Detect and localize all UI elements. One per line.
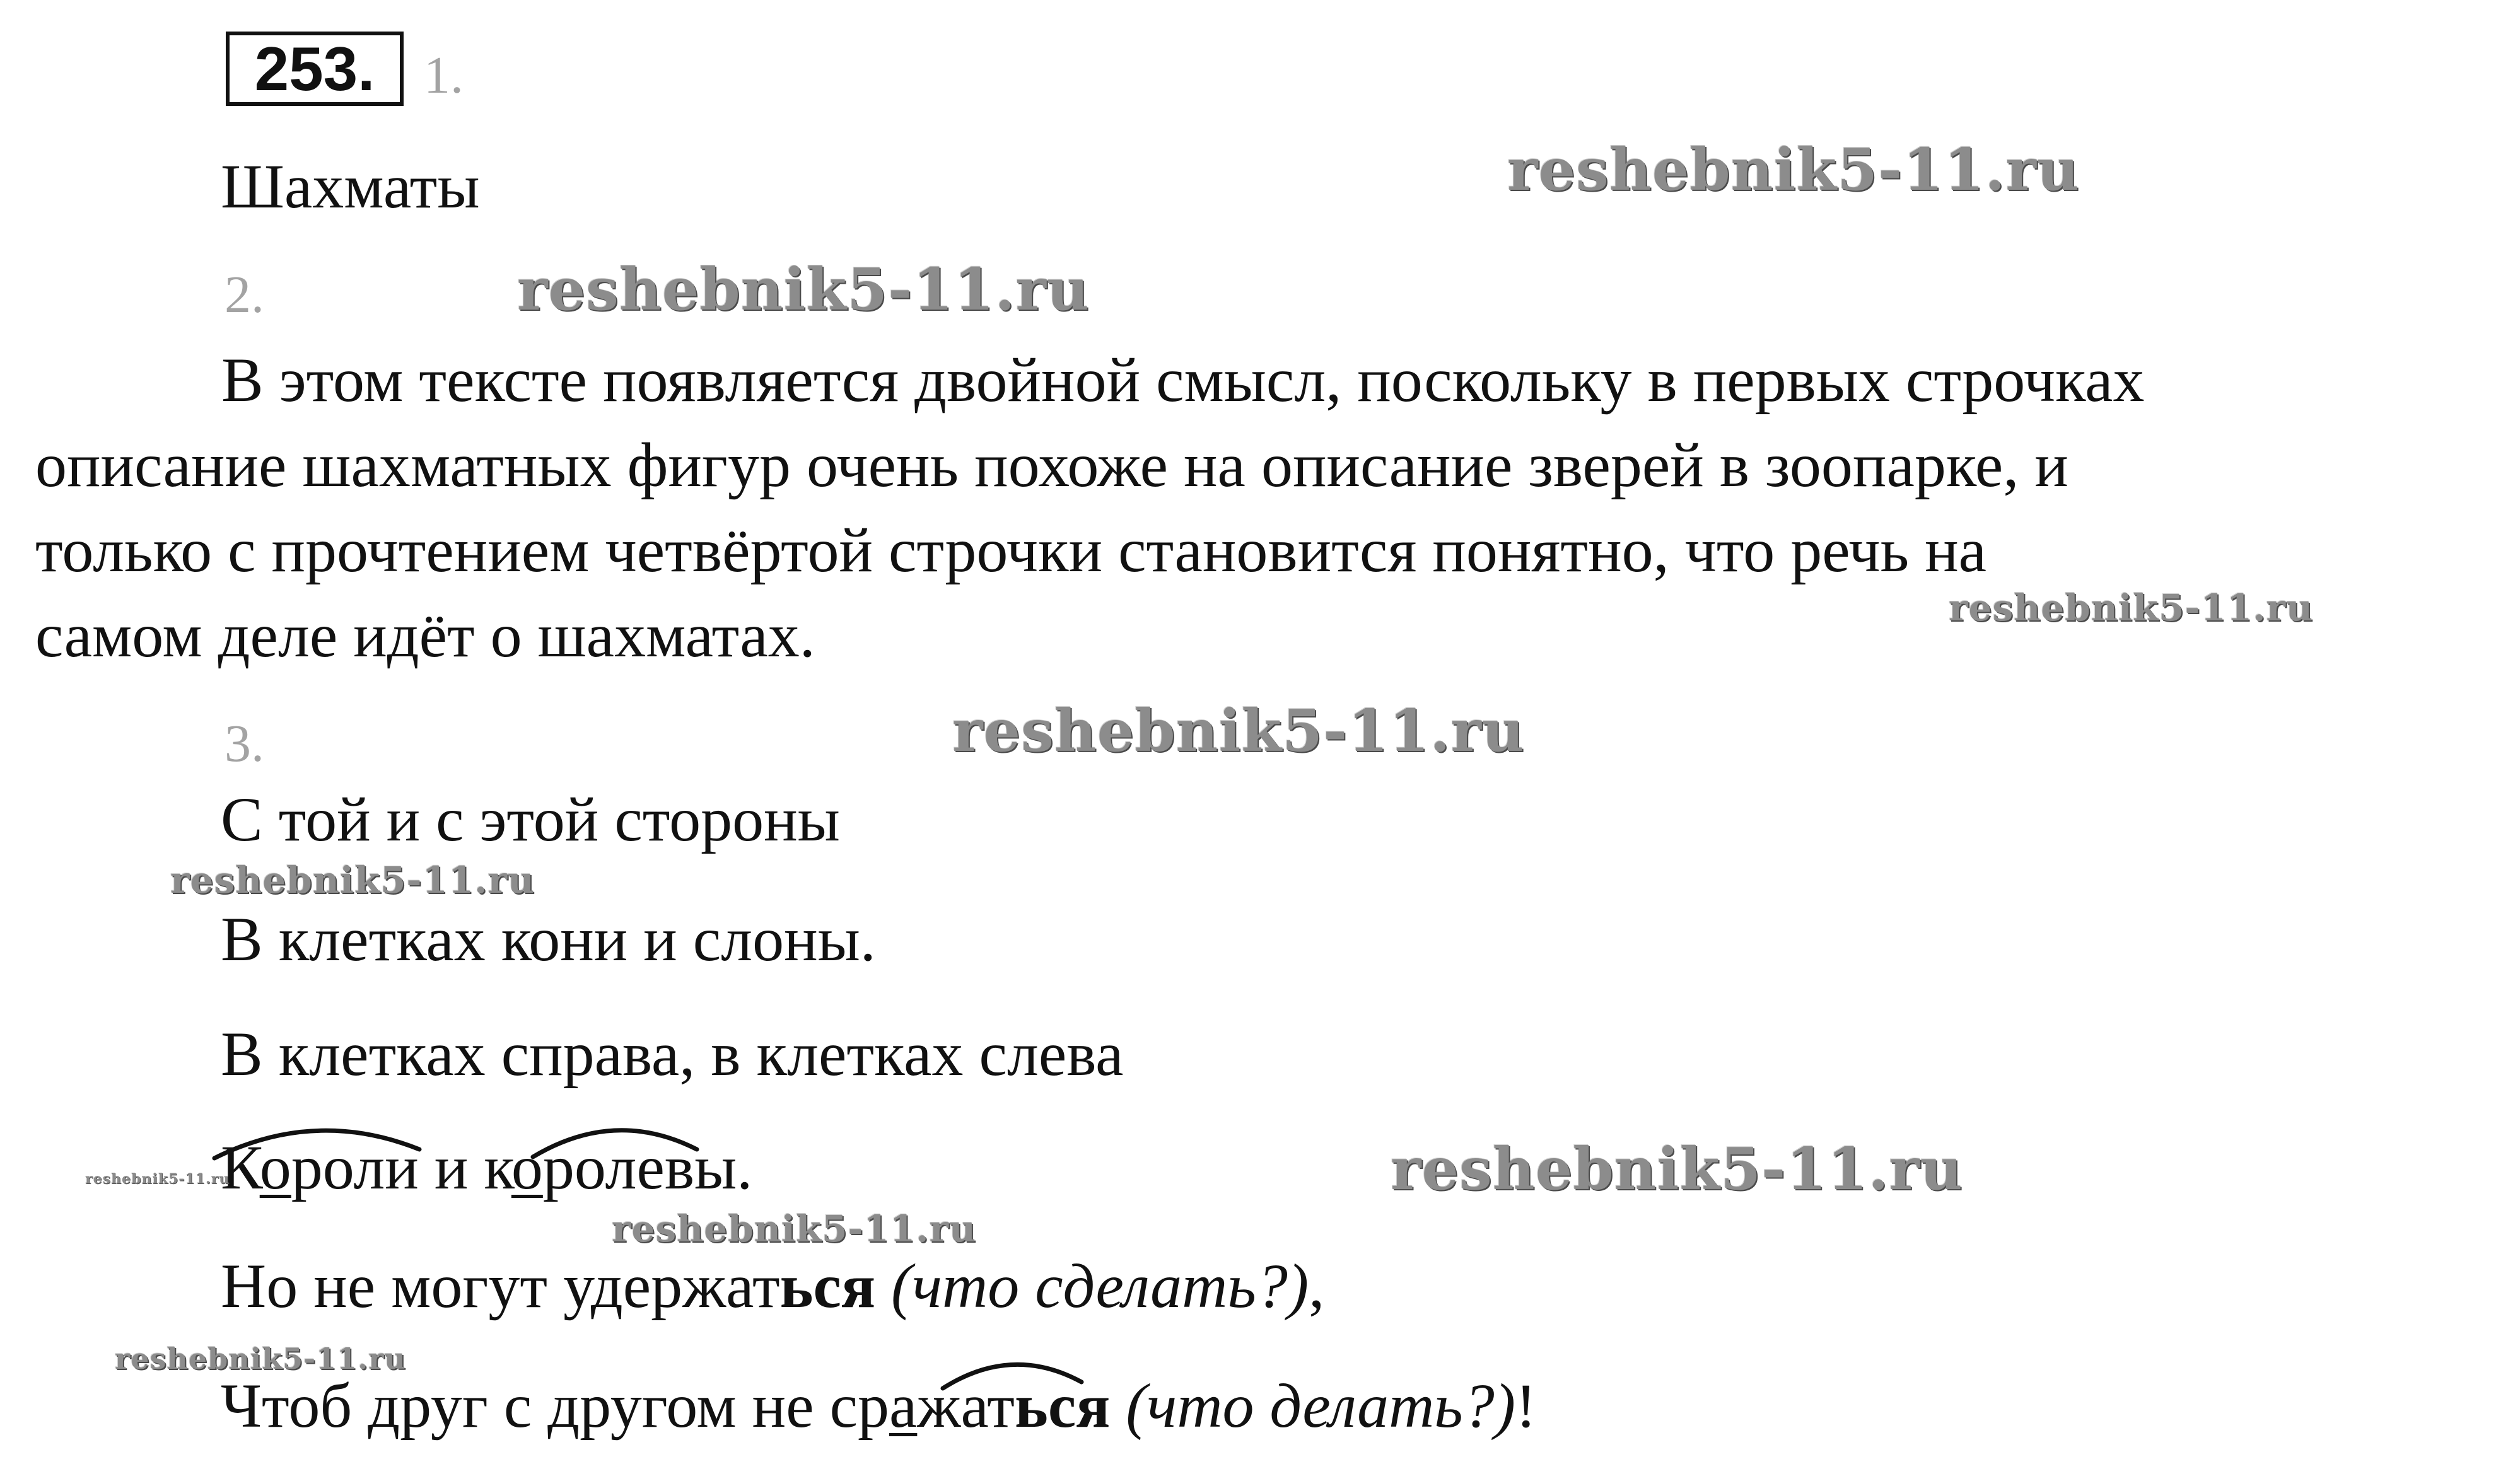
watermark: reshebnik5-11.ru <box>1391 1135 1963 1203</box>
stressed-vowel: о <box>511 1132 543 1202</box>
poem-line-5: Но не могут удержаться (что сделать?), <box>221 1251 1325 1321</box>
exercise-number: 253. <box>226 32 404 106</box>
task-2-label: 2. <box>225 265 264 324</box>
watermark: reshebnik5-11.ru <box>1507 136 2080 204</box>
poem-line-4: Короли и королевы. <box>221 1132 753 1202</box>
answer-2-line: только с прочтением четвёртой строчки становится понятно, что речь на <box>35 515 1986 585</box>
task-1-label: 1. <box>424 46 464 105</box>
answer-2-line: В этом тексте появляется двойной смысл, поскольку в первых строчках <box>221 345 2145 415</box>
watermark: reshebnik5-11.ru <box>1949 586 2314 629</box>
verb-suffix: ься <box>779 1251 876 1321</box>
root-arc-mark <box>527 1113 716 1163</box>
verb-suffix: ься <box>1014 1371 1111 1441</box>
root-arc-mark <box>208 1113 435 1163</box>
watermark: reshebnik5-11.ru <box>952 697 1525 765</box>
word-korolevy: ко <box>484 1132 543 1202</box>
stressed-vowel: о <box>259 1132 291 1202</box>
watermark: reshebnik5-11.ru <box>170 859 535 902</box>
poem-line-6: Чтоб друг с другом не сражаться (что делать?)! <box>221 1371 1537 1441</box>
watermark: reshebnik5-11.ru <box>115 1342 406 1376</box>
task-3-label: 3. <box>225 714 264 773</box>
watermark: reshebnik5-11.ru <box>612 1207 977 1250</box>
answer-2-line: самом деле идёт о шахматах. <box>35 600 815 670</box>
watermark: reshebnik5-11.ru <box>517 255 1090 323</box>
word-koroli: Ко <box>221 1132 291 1202</box>
underlined-vowel: а <box>889 1371 918 1441</box>
question-note: (что сделать?) <box>891 1251 1309 1321</box>
poem-line-2: В клетках кони и слоны. <box>221 904 876 974</box>
answer-2-line: описание шахматных фигур очень похоже на описание зверей в зоопарке, и <box>35 430 2068 500</box>
question-note: (что делать?) <box>1126 1371 1516 1441</box>
poem-line-3: В клетках справа, в клетках слева <box>221 1019 1124 1089</box>
watermark: reshebnik5-11.ru <box>85 1171 230 1187</box>
answer-1-text: Шахматы <box>221 151 480 221</box>
root-arc-mark <box>936 1349 1100 1393</box>
poem-line-1: С той и с этой стороны <box>221 784 840 854</box>
